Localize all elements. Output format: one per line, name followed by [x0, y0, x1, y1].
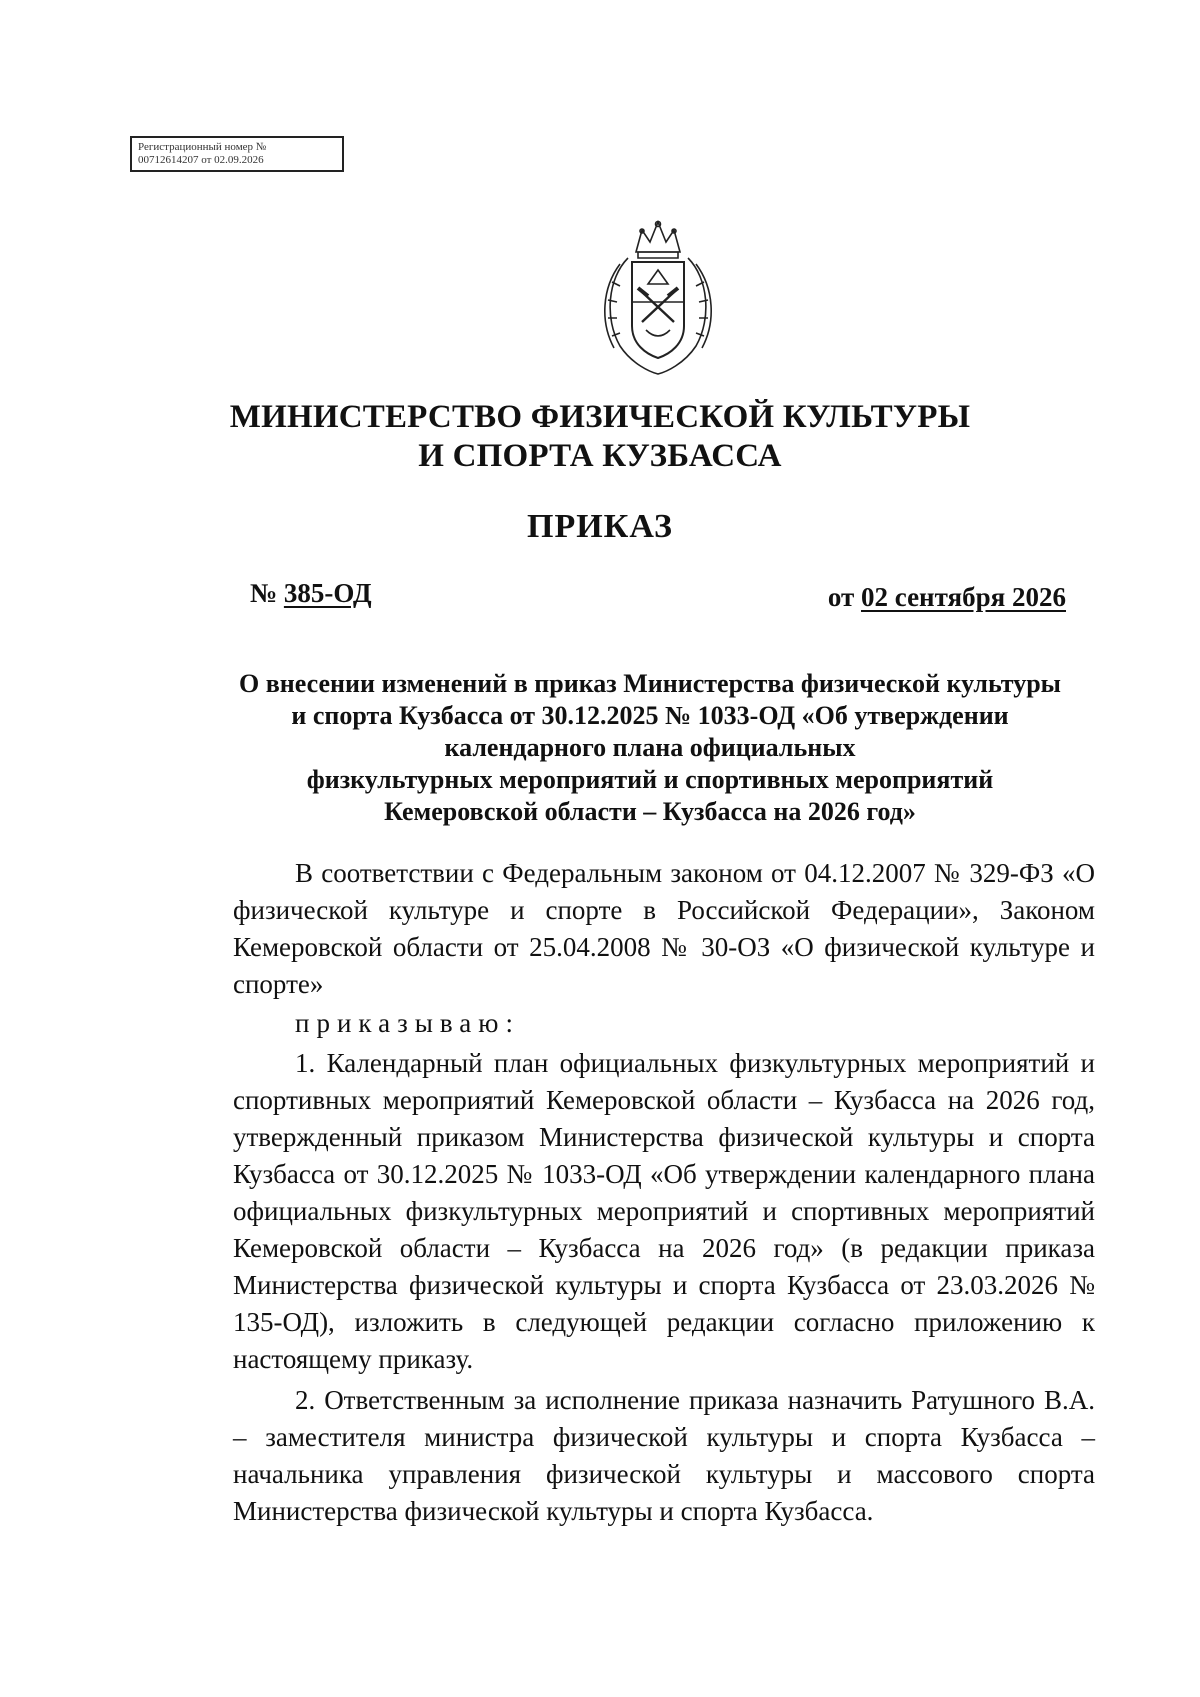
order-date-prefix: от: [827, 582, 861, 612]
order-number-value: 385-ОД: [283, 578, 372, 608]
document-type: ПРИКАЗ: [527, 508, 673, 545]
registration-line-2: 00712614207 от 02.09.2026: [138, 154, 264, 166]
order-item-1: 1. Календарный план официальных физкультурных мероприятий и спортивных мероприятий Кемеровской области – Кузбасса на 2026 год, утвержденный приказом Министерства физической культуры и спорта Кузбасса от 30.12.2025 № 1033-ОД «Об утверждении календарного плана официальных физкультурных мероприятий и спортивных мероприятий Кемеровской области – Кузбасса на 2026 год» (в редакции приказа Министерства физической культуры и спорта Кузбасса от 23.03.2026 № 135-ОД), изложить в следующей редакции согласно приложению к настоящему приказу.: [233, 1048, 1095, 1374]
order-word: приказываю:: [295, 1008, 520, 1038]
kuzbass-coat-of-arms-icon: [598, 218, 718, 376]
subject-line-3: календарного плана официальных: [444, 733, 856, 762]
ministry-name: [0, 398, 1200, 476]
registration-line-1: Регистрационный номер №: [138, 141, 267, 153]
order-body: [233, 855, 1095, 1530]
subject-line-2: и спорта Кузбасса от 30.12.2025 № 1033-ОД «Об утверждении: [291, 701, 1009, 730]
ministry-name-line-2: И СПОРТА КУЗБАССА: [418, 438, 782, 474]
preamble-paragraph: В соответствии с Федеральным законом от 04.12.2007 № 329-ФЗ «О физической культуре и спорте в Российской Федерации», Законом Кемеровской области от 25.04.2008 № 30-ОЗ «О физической культуре и спорте»: [233, 858, 1095, 999]
subject-line-5: Кемеровской области – Кузбасса на 2026 год»: [384, 797, 916, 826]
registration-stamp: [130, 136, 344, 172]
subject-line-4: физкультурных мероприятий и спортивных мероприятий: [306, 765, 994, 794]
order-number-prefix: №: [250, 578, 284, 608]
subject-line-1: О внесении изменений в приказ Министерства физической культуры: [239, 669, 1061, 698]
ministry-name-line-1: МИНИСТЕРСТВО ФИЗИЧЕСКОЙ КУЛЬТУРЫ: [229, 399, 971, 435]
order-number: [250, 578, 372, 609]
order-item-2: 2. Ответственным за исполнение приказа назначить Ратушного В.А. – заместителя министра физической культуры и спорта Кузбасса – начальника управления физической культуры и массового спорта Министерства физической культуры и спорта Кузбасса.: [233, 1385, 1095, 1526]
order-subject: [200, 668, 1100, 828]
order-date: [828, 582, 1066, 613]
order-date-value: 02 сентября 2026: [861, 582, 1066, 612]
